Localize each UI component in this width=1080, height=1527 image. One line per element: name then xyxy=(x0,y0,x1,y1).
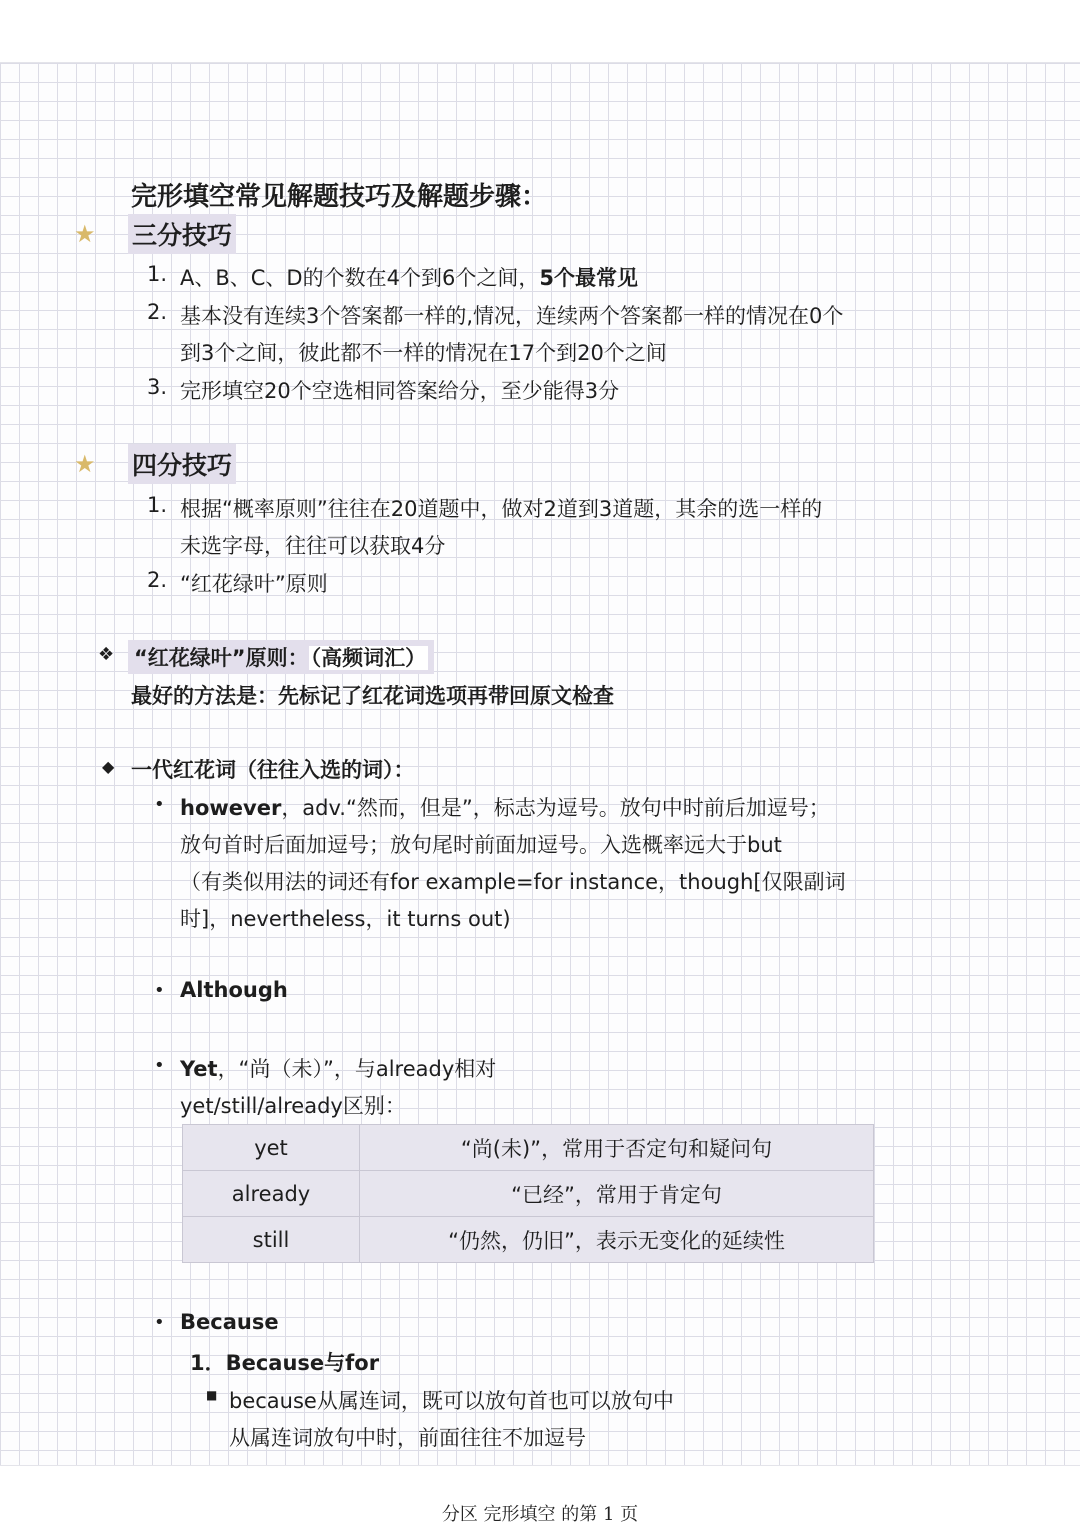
bullet-icon: • xyxy=(154,980,165,1001)
yet-compare-label: yet/still/already区别： xyxy=(180,1094,406,1118)
square-bullet-icon: ■ xyxy=(206,1388,218,1402)
list-item-continuation: 未选字母，往往可以获取4分 xyxy=(180,534,446,558)
yet-item: Yet，“尚（未）”，与already相对 xyxy=(180,1057,497,1081)
diamond-bullet-icon: ◆ xyxy=(102,757,115,776)
list-item: 完形填空20个空选相同答案给分，至少能得3分 xyxy=(180,379,620,403)
page-footer: 分区 完形填空 的第 1 页 xyxy=(441,1504,639,1525)
list-number: 2. xyxy=(147,568,168,592)
principle-heading: “红花绿叶”原则：（高频词汇） xyxy=(128,640,434,674)
because-item: Because xyxy=(180,1310,279,1334)
comparison-table xyxy=(182,1124,874,1263)
bullet-icon: • xyxy=(154,1055,165,1076)
table-row xyxy=(183,1125,874,1171)
diamond-bullet-icon: ❖ xyxy=(98,644,115,665)
list-number: 3. xyxy=(147,375,168,399)
table-cell-meaning: “仍然，仍旧”，表示无变化的延续性 xyxy=(360,1217,874,1263)
list-item: A、B、C、D的个数在4个到6个之间，5个最常见 xyxy=(180,266,638,290)
table-cell-word: already xyxy=(183,1171,360,1217)
list-item: “红花绿叶”原则 xyxy=(180,572,328,596)
table-cell-meaning: “尚(未)”，常用于否定句和疑问句 xyxy=(360,1125,874,1171)
page-title: 完形填空常见解题技巧及解题步骤： xyxy=(131,182,548,212)
however-line: 放句首时后面加逗号；放句尾时前面加逗号。入选概率远大于but xyxy=(180,833,782,857)
list-number: 1. xyxy=(147,493,168,517)
list-number: 1. xyxy=(147,262,168,286)
although-item: Although xyxy=(180,978,288,1002)
because-line: 从属连词放句中时，前面往往不加逗号 xyxy=(229,1426,586,1450)
list-item-continuation: 到3个之间，彼此都不一样的情况在17个到20个之间 xyxy=(180,341,667,365)
table-cell-meaning: “已经”，常用于肯定句 xyxy=(360,1171,874,1217)
method-text: 最好的方法是：先标记了红花词选项再带回原文检查 xyxy=(131,684,614,708)
list-item: 基本没有连续3个答案都一样的,情况，连续两个答案都一样的情况在0个 xyxy=(180,304,844,328)
bullet-icon: • xyxy=(154,1312,165,1333)
table-row xyxy=(183,1171,874,1217)
bullet-icon: • xyxy=(154,794,165,815)
star-icon: ★ xyxy=(74,450,96,478)
table-cell-word: still xyxy=(183,1217,360,1263)
list-item: 根据“概率原则”往往在20道题中，做对2道到3道题，其余的选一样的 xyxy=(180,497,823,521)
however-line: 时]，nevertheless，it turns out) xyxy=(180,907,511,931)
gen1-heading: 一代红花词（往往入选的词）： xyxy=(131,758,415,782)
list-number: 2. xyxy=(147,300,168,324)
because-line: because从属连词，既可以放句首也可以放句中 xyxy=(229,1389,674,1413)
table-row xyxy=(183,1217,874,1263)
however-line: （有类似用法的词还有for example=for instance，though[仅限副词 xyxy=(180,870,846,894)
star-icon: ★ xyxy=(74,220,96,248)
section-heading-three-point: 三分技巧 xyxy=(128,214,236,254)
table-cell-word: yet xyxy=(183,1125,360,1171)
because-subheading: 1．Because与for xyxy=(190,1351,380,1375)
section-heading-four-point: 四分技巧 xyxy=(128,444,236,484)
however-line: however，adv.“然而，但是”，标志为逗号。放句中时前后加逗号； xyxy=(180,796,830,820)
